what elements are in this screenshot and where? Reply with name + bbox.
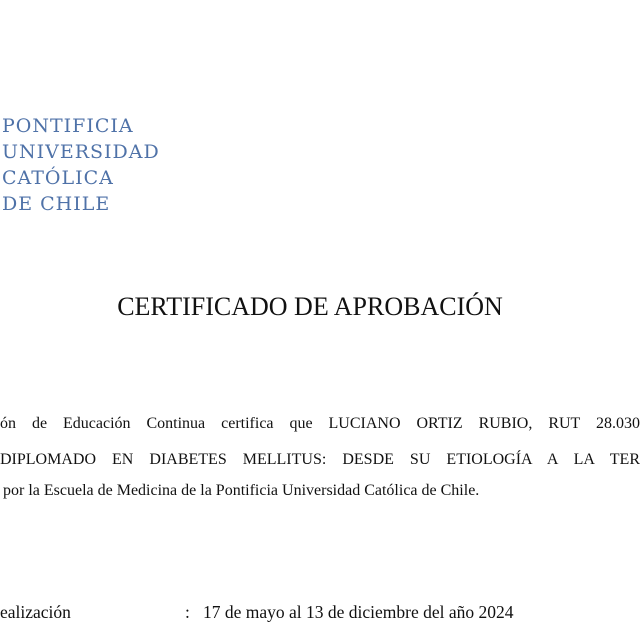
body-line: ón de Educación Continua certifica que LUCIANO ORTIZ RUBIO, RUT 28.030: [0, 415, 640, 432]
body-line: DIPLOMADO EN DIABETES MELLITUS: DESDE SU ETIOLOGÍA A LA TER: [0, 451, 640, 468]
university-logo: [2, 113, 160, 217]
logo-line: CATÓLICA: [2, 167, 114, 189]
body-line: por la Escuela de Medicina de la Pontificia Universidad Católica de Chile.: [3, 482, 480, 499]
detail-separator: :: [185, 602, 190, 622]
certificate-title: CERTIFICADO DE APROBACIÓN: [117, 292, 503, 321]
logo-line: PONTIFICIA: [2, 115, 134, 137]
detail-value: 17 de mayo al 13 de diciembre del año 2024: [203, 602, 514, 622]
detail-label: ealización: [0, 602, 71, 622]
logo-line: DE CHILE: [2, 193, 111, 215]
logo-line: UNIVERSIDAD: [2, 141, 160, 163]
